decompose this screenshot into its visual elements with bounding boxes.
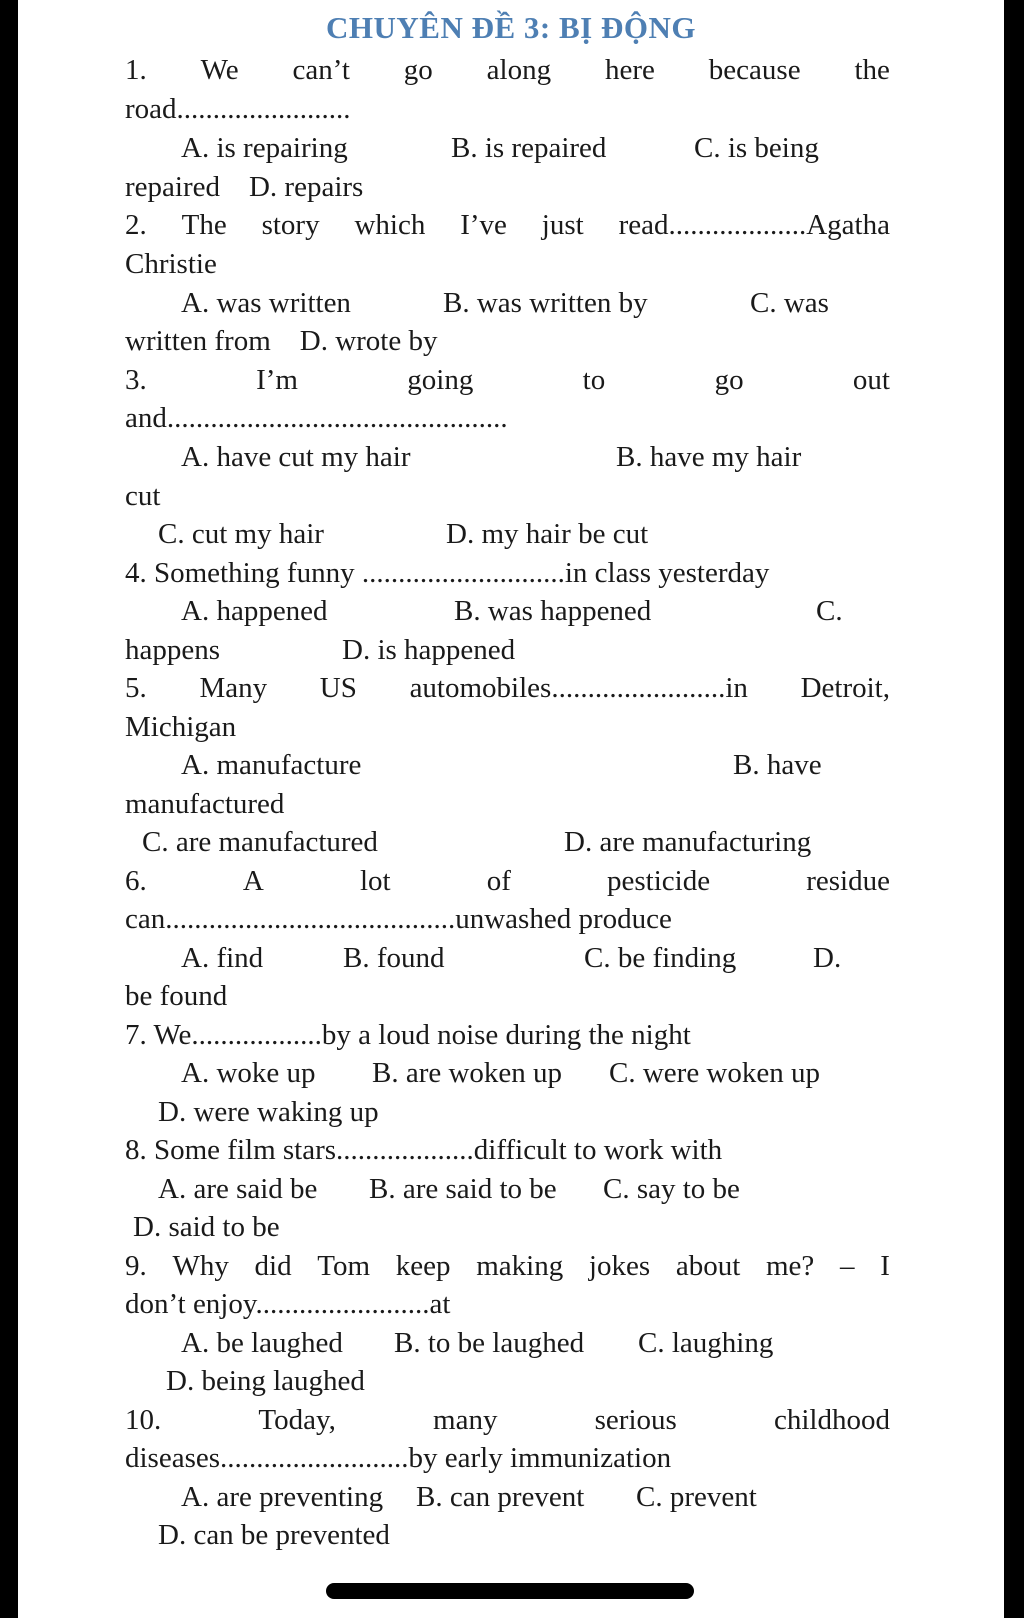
question-10-option-b: B. can prevent — [416, 1481, 585, 1513]
question-6-option-c: C. be finding — [584, 942, 737, 974]
question-1-option-a: A. is repairing — [181, 132, 348, 164]
question-10-stem-cont: diseases..........................by early immunization — [125, 1442, 672, 1474]
question-6-stem: 6. A lot of pesticide residue — [125, 865, 890, 897]
page-title: CHUYÊN ĐỀ 3: BỊ ĐỘNG — [326, 10, 696, 45]
question-6-option-a: A. find — [181, 942, 264, 974]
question-1-stem-cont: road........................ — [125, 93, 351, 125]
document-page — [18, 0, 1004, 1618]
question-8-option-b: B. are said to be — [369, 1173, 557, 1205]
question-3-option-a: A. have cut my hair — [181, 441, 411, 473]
question-9-option-c: C. laughing — [638, 1327, 774, 1359]
question-8-option-a: A. are said be — [158, 1173, 318, 1205]
question-7-option-a: A. woke up — [181, 1057, 316, 1089]
question-4-option-a: A. happened — [181, 595, 328, 627]
question-1-option-cont: repaired D. repairs — [125, 171, 364, 203]
question-2-option-b: B. was written by — [443, 287, 648, 319]
question-3-option-c: C. cut my hair — [158, 518, 324, 550]
question-7-option-d: D. were waking up — [158, 1096, 379, 1128]
question-2-option-a: A. was written — [181, 287, 351, 319]
question-9-stem: 9. Why did Tom keep making jokes about me? – I — [125, 1250, 890, 1282]
question-3-stem: 3. I’m going to go out — [125, 364, 890, 396]
question-9-option-a: A. be laughed — [181, 1327, 343, 1359]
question-10-option-c: C. prevent — [636, 1481, 757, 1513]
question-2-stem-cont: Christie — [125, 248, 217, 280]
question-5-option-d: D. are manufacturing — [564, 826, 812, 858]
question-9-option-b: B. to be laughed — [394, 1327, 585, 1359]
question-9-option-d: D. being laughed — [166, 1365, 365, 1397]
question-6-option-b: B. found — [343, 942, 445, 974]
question-5-stem-cont: Michigan — [125, 711, 237, 743]
question-2-stem: 2. The story which I’ve just read...................Agatha — [125, 209, 890, 241]
question-7-option-c: C. were woken up — [609, 1057, 821, 1089]
question-8-option-d: D. said to be — [133, 1211, 280, 1243]
question-10-stem: 10. Today, many serious childhood — [125, 1404, 890, 1436]
question-3-option-b: B. have my hair — [616, 441, 802, 473]
question-4-stem: 4. Something funny ............................in class yesterday — [125, 557, 770, 589]
question-4-option-cont: happens — [125, 634, 221, 666]
question-7-stem: 7. We..................by a loud noise during the night — [125, 1019, 691, 1051]
question-1-stem: 1. We can’t go along here because the — [125, 54, 890, 86]
question-5-option-b: B. have — [733, 749, 822, 781]
question-10-option-d: D. can be prevented — [158, 1519, 390, 1551]
question-5-option-cont: manufactured — [125, 788, 285, 820]
question-2-option-c: C. was — [750, 287, 829, 319]
question-8-option-c: C. say to be — [603, 1173, 740, 1205]
question-1-option-c: C. is being — [694, 132, 819, 164]
question-3-option-cont: cut — [125, 480, 161, 512]
question-2-option-cont: written from D. wrote by — [125, 325, 438, 357]
question-8-stem: 8. Some film stars...................difficult to work with — [125, 1134, 723, 1166]
question-4-option-b: B. was happened — [454, 595, 652, 627]
question-7-option-b: B. are woken up — [372, 1057, 563, 1089]
question-6-stem-cont: can........................................unwashed produce — [125, 903, 672, 935]
question-4-option-d: D. is happened — [342, 634, 516, 666]
question-4-option-c: C. — [816, 595, 843, 627]
question-1-option-b: B. is repaired — [451, 132, 607, 164]
question-9-stem-cont: don’t enjoy........................at — [125, 1288, 451, 1320]
question-10-option-a: A. are preventing — [181, 1481, 384, 1513]
question-3-stem-cont: and............................................... — [125, 402, 508, 434]
question-3-option-d: D. my hair be cut — [446, 518, 649, 550]
question-5-option-c: C. are manufactured — [142, 826, 378, 858]
question-6-option-d: D. — [813, 942, 842, 974]
redaction-bar — [326, 1583, 694, 1599]
question-5-option-a: A. manufacture — [181, 749, 362, 781]
question-6-option-cont: be found — [125, 980, 228, 1012]
question-5-stem: 5. Many US automobiles........................in Detroit, — [125, 672, 890, 704]
